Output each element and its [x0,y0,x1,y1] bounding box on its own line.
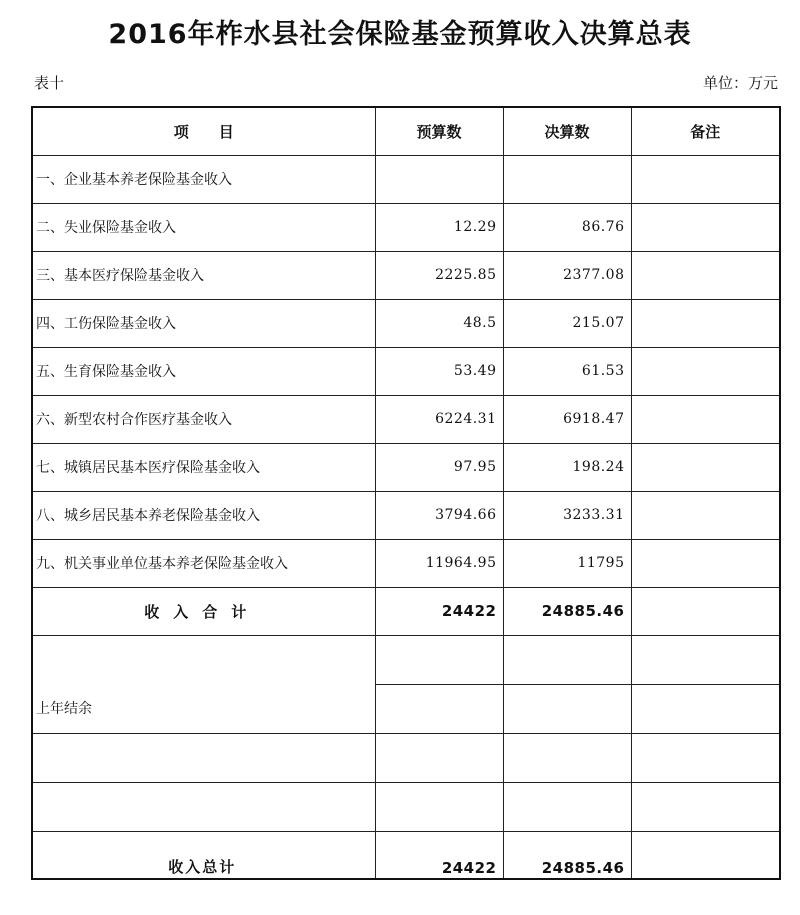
header-item: 项 目 [32,107,375,155]
income-total-row [32,587,780,635]
row-final: 198.24 [503,443,631,491]
row-final: 86.76 [503,203,631,251]
blank-row [32,635,780,684]
blank-cell [503,684,631,733]
grand-total-row [32,831,780,879]
blank-cell [631,635,780,684]
blank-cell [375,782,503,831]
row-item: 一、企业基本养老保险基金收入 [32,155,375,203]
row-final [503,155,631,203]
table-row [32,203,780,251]
row-item: 五、生育保险基金收入 [32,347,375,395]
row-item: 二、失业保险基金收入 [32,203,375,251]
blank-cell [503,635,631,684]
table-row [32,491,780,539]
grand-total-note [631,831,780,879]
prior-year-balance-label: 上年结余 [36,701,92,717]
blank-cell [631,733,780,782]
grand-total-final: 24885.46 [503,831,631,879]
table-number: 表十 [34,74,65,92]
row-final: 6918.47 [503,395,631,443]
row-note [631,155,780,203]
row-budget: 3794.66 [375,491,503,539]
blank-cell [375,733,503,782]
row-note [631,299,780,347]
blank-row [32,733,780,782]
prior-year-balance-cell [32,635,375,733]
row-final: 3233.31 [503,491,631,539]
row-final: 2377.08 [503,251,631,299]
header-note: 备注 [631,107,780,155]
income-total-note [631,587,780,635]
header-final: 决算数 [503,107,631,155]
table-row [32,539,780,587]
blank-cell [503,782,631,831]
row-note [631,203,780,251]
blank-cell [503,733,631,782]
row-budget: 2225.85 [375,251,503,299]
row-budget: 12.29 [375,203,503,251]
row-budget: 6224.31 [375,395,503,443]
blank-cell [631,684,780,733]
row-note [631,395,780,443]
row-note [631,491,780,539]
budget-table [31,106,781,880]
table-header-row [32,107,780,155]
row-item: 八、城乡居民基本养老保险基金收入 [32,491,375,539]
row-budget: 53.49 [375,347,503,395]
row-note [631,251,780,299]
blank-cell [631,782,780,831]
row-budget: 48.5 [375,299,503,347]
income-total-budget: 24422 [375,587,503,635]
row-note [631,443,780,491]
table-row [32,395,780,443]
table-row [32,347,780,395]
table-row [32,299,780,347]
blank-cell [375,684,503,733]
grand-total-budget: 24422 [375,831,503,879]
row-item: 三、基本医疗保险基金收入 [32,251,375,299]
row-item: 九、机关事业单位基本养老保险基金收入 [32,539,375,587]
blank-cell [375,635,503,684]
table-row [32,443,780,491]
income-total-label: 收入合计 [32,587,375,635]
row-budget: 97.95 [375,443,503,491]
grand-total-label: 收入总计 [32,831,375,879]
row-final: 215.07 [503,299,631,347]
table-row [32,155,780,203]
row-budget: 11964.95 [375,539,503,587]
row-note [631,347,780,395]
blank-cell [32,733,375,782]
header-budget: 预算数 [375,107,503,155]
page-title: 2016年柞水县社会保险基金预算收入决算总表 [108,19,692,50]
row-budget [375,155,503,203]
income-total-final: 24885.46 [503,587,631,635]
row-final: 61.53 [503,347,631,395]
blank-row [32,782,780,831]
row-final: 11795 [503,539,631,587]
blank-cell [32,782,375,831]
table-row [32,251,780,299]
unit-label: 单位：万元 [702,74,778,92]
row-note [631,539,780,587]
row-item: 七、城镇居民基本医疗保险基金收入 [32,443,375,491]
row-item: 四、工伤保险基金收入 [32,299,375,347]
row-item: 六、新型农村合作医疗基金收入 [32,395,375,443]
